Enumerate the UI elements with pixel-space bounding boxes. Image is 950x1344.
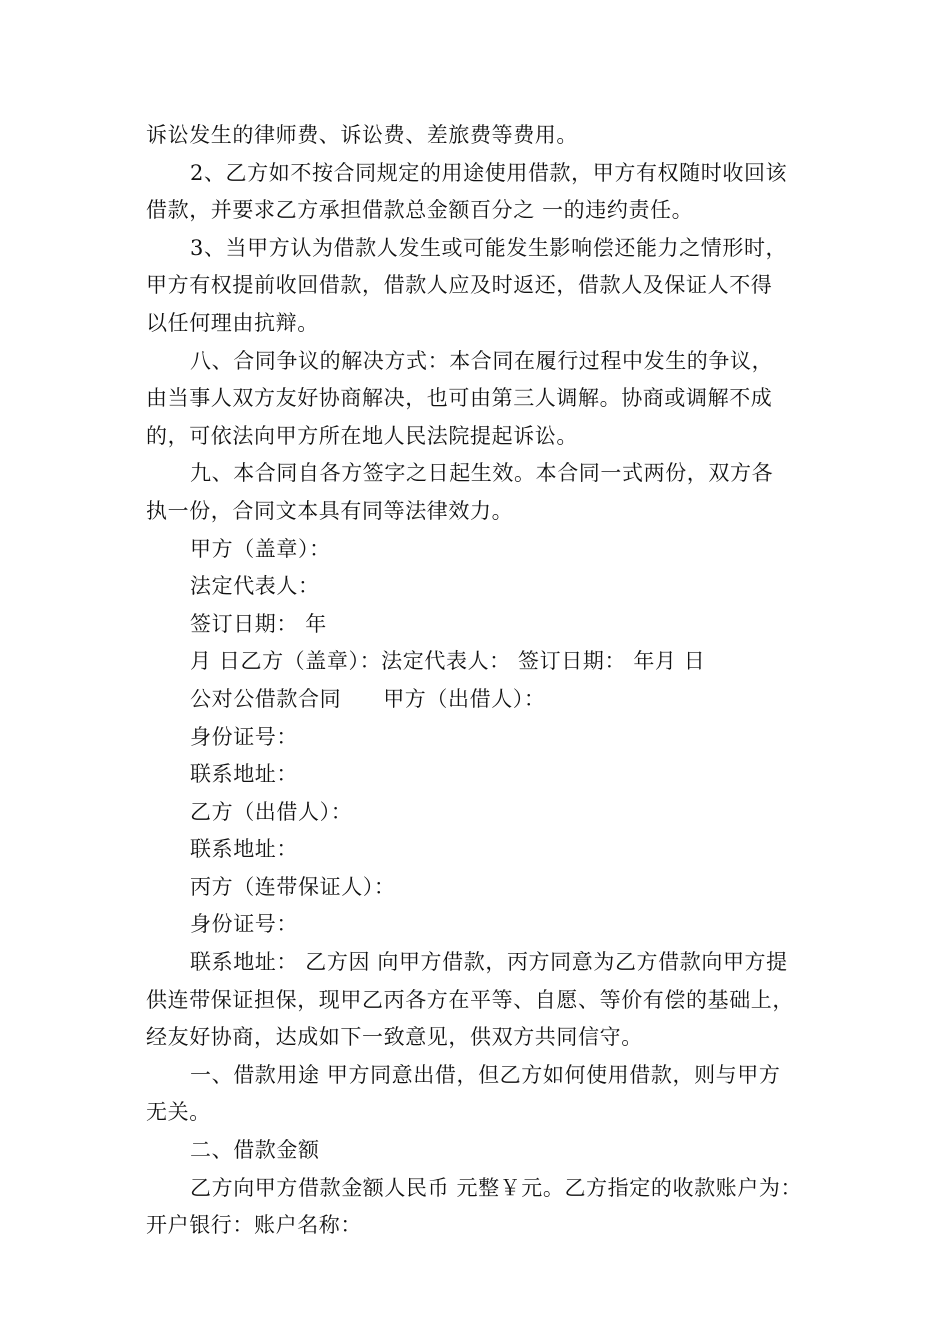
text-line: 丙方（连带保证人）： — [190, 874, 396, 899]
text-line: 联系地址： — [190, 762, 298, 787]
text-line: 签订日期： 年 — [190, 611, 327, 636]
text-line: 一、借款用途 甲方同意出借，但乙方如何使用借款，则与甲方 — [190, 1062, 781, 1087]
text-line: 无关。 — [146, 1100, 211, 1125]
text-line: 九、本合同自各方签字之日起生效。本合同一式两份，双方各 — [190, 461, 774, 486]
text-line: 由当事人双方友好协商解决，也可由第三人调解。协商或调解不成 — [146, 386, 773, 411]
text-line: 联系地址： 乙方因 向甲方借款，丙方同意为乙方借款向甲方提 — [190, 950, 788, 975]
text-line: 甲方（盖章）： — [190, 536, 331, 561]
text-line: 甲方有权提前收回借款，借款人应及时返还，借款人及保证人不得 — [146, 273, 773, 298]
text-line: 2、乙方如不按合同规定的用途使用借款，甲方有权随时收回该 — [190, 160, 788, 185]
text-line: 以任何理由抗辩。 — [146, 310, 319, 335]
text-line-pair — [146, 681, 816, 719]
contract-text — [146, 117, 816, 1245]
lender-label: 甲方（出借人）： — [383, 686, 546, 711]
text-line: 的，可依法向甲方所在地人民法院提起诉讼。 — [146, 423, 578, 448]
text-line: 乙方向甲方借款金额人民币 元整￥元。乙方指定的收款账户为： — [190, 1175, 803, 1200]
text-line: 乙方（出借人）： — [190, 799, 353, 824]
text-line: 开户银行：账户名称： — [146, 1213, 362, 1238]
text-line: 联系地址： — [190, 837, 298, 862]
contract-title: 公对公借款合同 — [190, 686, 342, 711]
text-line: 3、当甲方认为借款人发生或可能发生影响偿还能力之情形时， — [190, 235, 788, 260]
text-line: 身份证号： — [190, 912, 298, 937]
text-line: 执一份，合同文本具有同等法律效力。 — [146, 498, 514, 523]
text-line: 法定代表人： — [190, 574, 320, 599]
text-line: 借款，并要求乙方承担借款总金额百分之 一的违约责任。 — [146, 198, 694, 223]
text-line: 供连带保证担保，现甲乙丙各方在平等、自愿、等价有偿的基础上， — [146, 987, 794, 1012]
text-line: 八、合同争议的解决方式：本合同在履行过程中发生的争议， — [190, 348, 774, 373]
text-line: 诉讼发生的律师费、诉讼费、差旅费等费用。 — [146, 123, 578, 147]
text-line: 经友好协商，达成如下一致意见，供双方共同信守。 — [146, 1025, 643, 1050]
text-line: 二、借款金额 — [190, 1138, 320, 1163]
text-line: 身份证号： — [190, 724, 298, 749]
text-line: 月 日乙方（盖章）：法定代表人： 签订日期： 年月 日 — [190, 649, 706, 674]
